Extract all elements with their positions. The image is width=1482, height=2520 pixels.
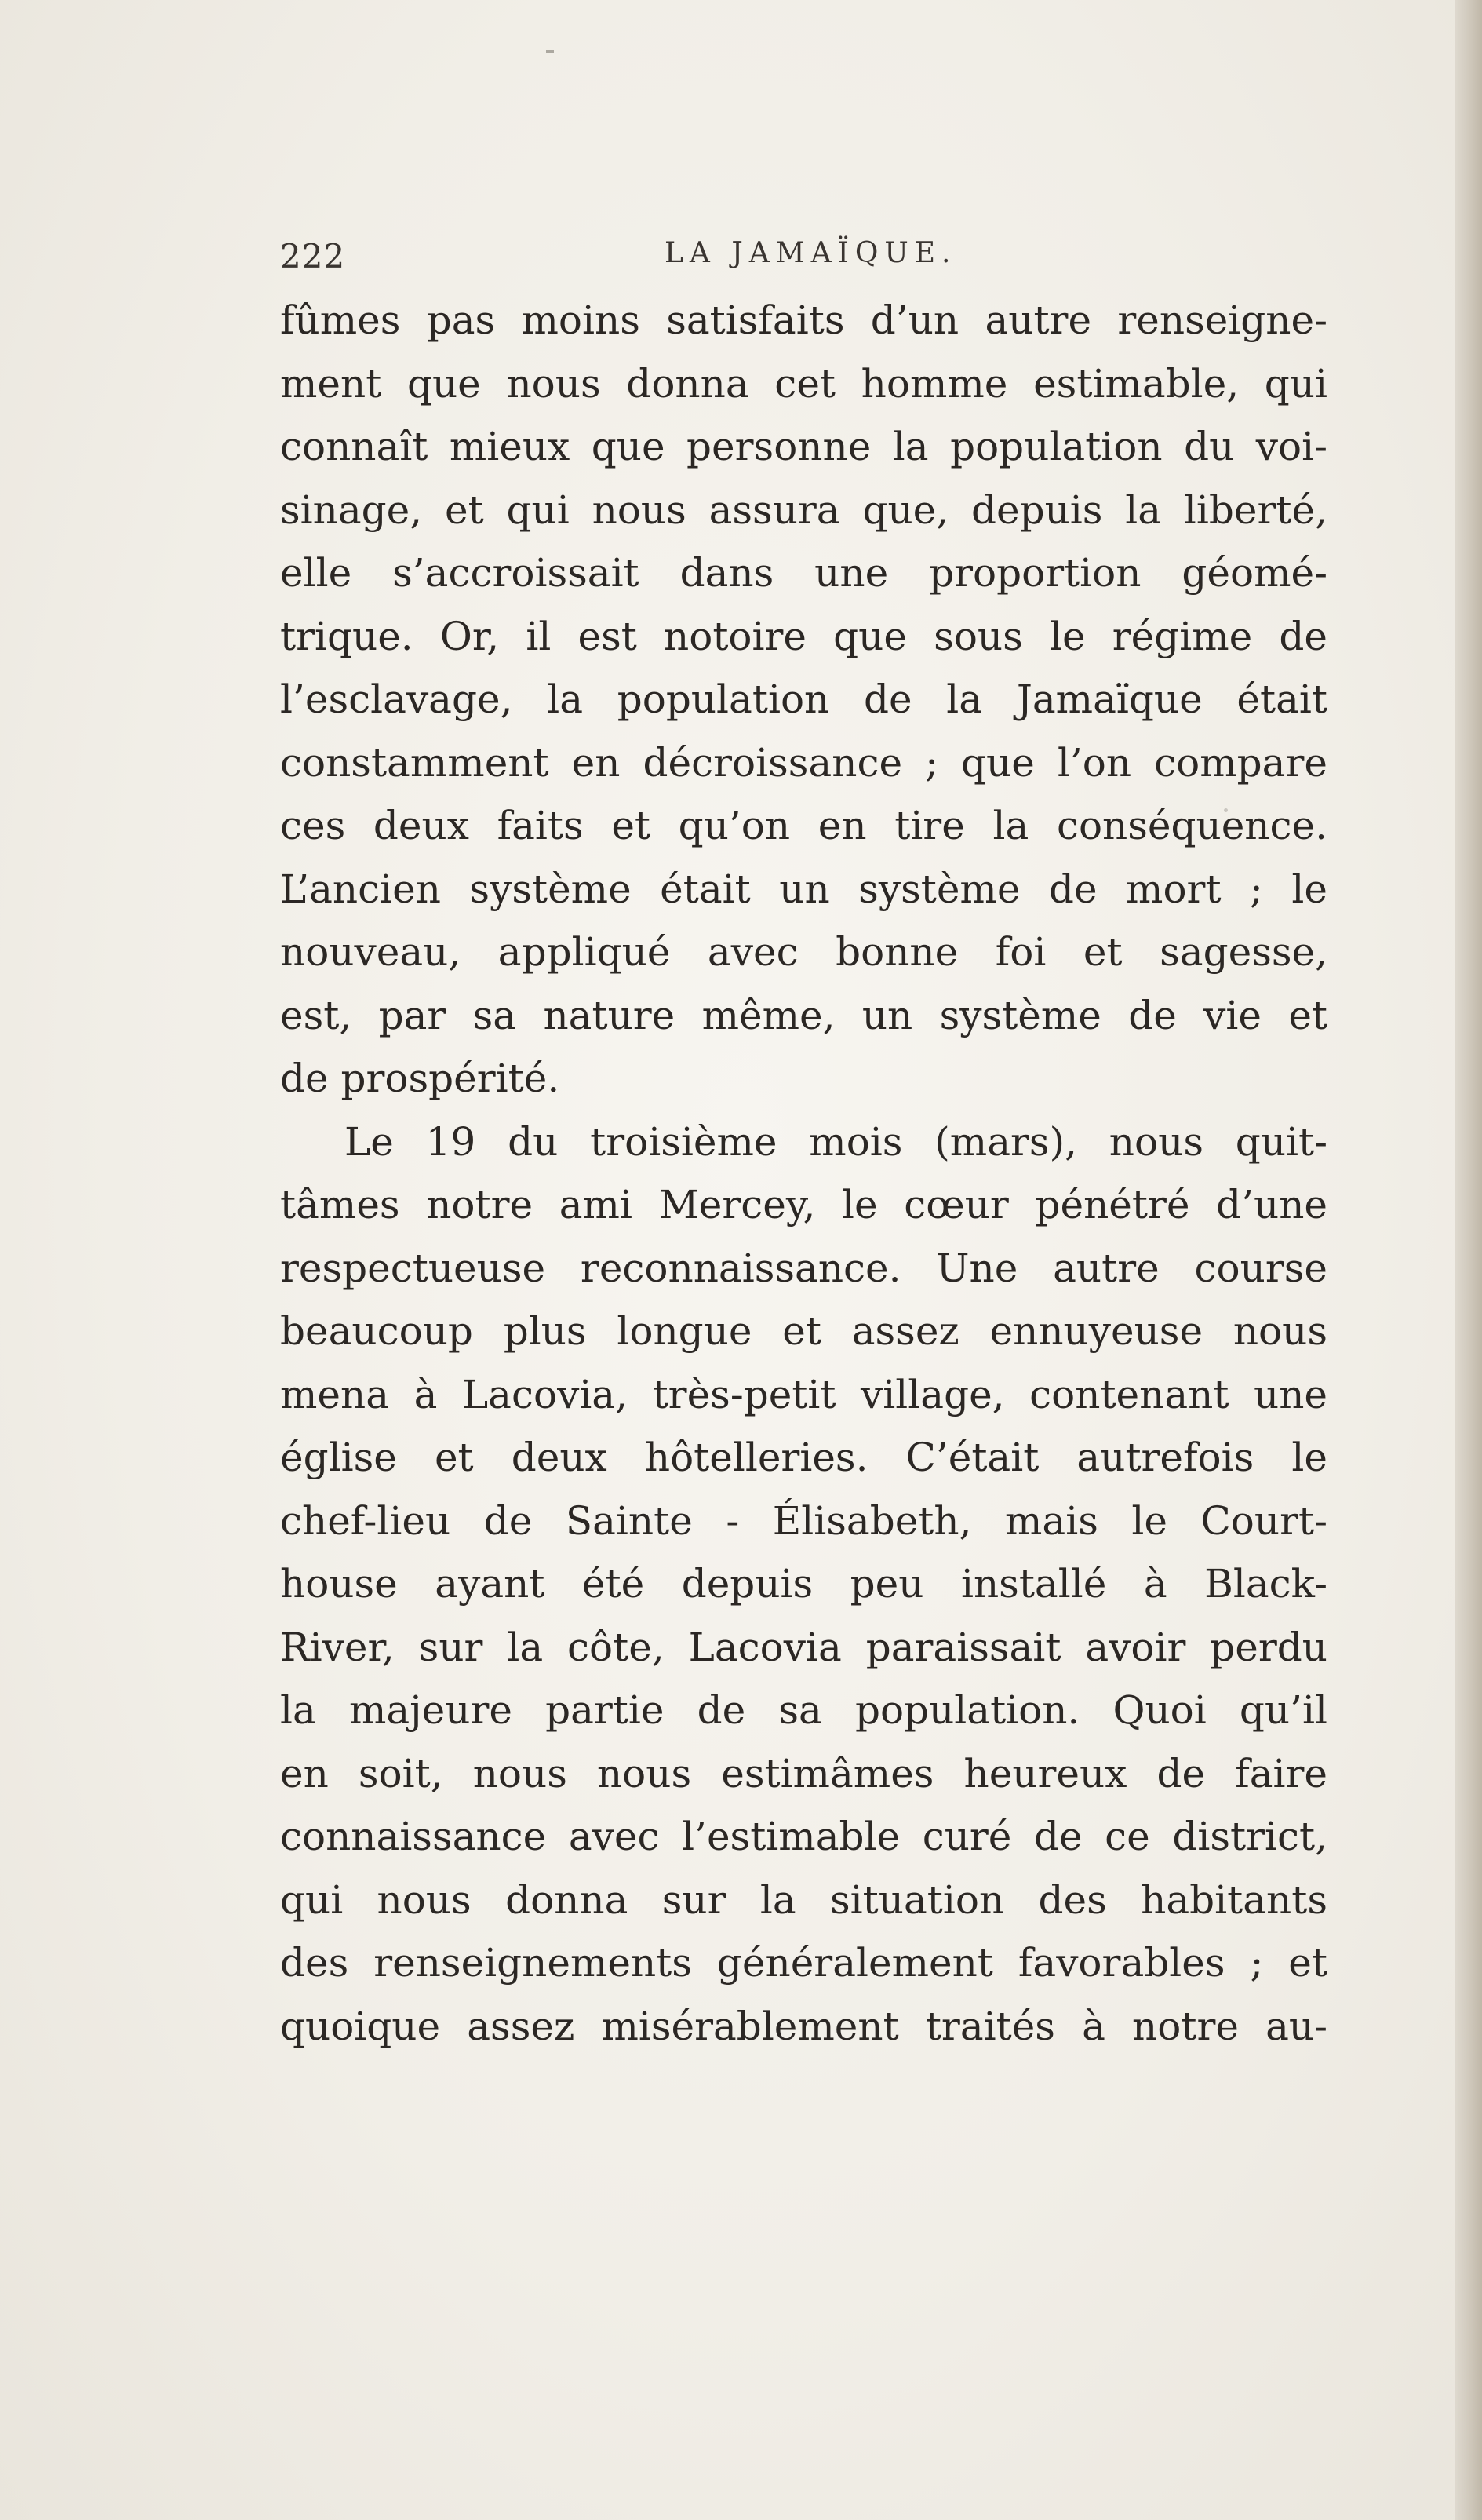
body-text xyxy=(280,289,1327,2058)
text-line: house ayant été depuis peu installé à Black- xyxy=(280,1561,1327,1606)
text-line: mena à Lacovia, très-petit village, contenant une xyxy=(280,1371,1327,1417)
text-block xyxy=(280,229,1327,2058)
text-line: elle s’accroissait dans une proportion géomé- xyxy=(280,550,1327,596)
page-number: 222 xyxy=(280,237,346,275)
text-line: River, sur la côte, Lacovia paraissait avoir perdu xyxy=(280,1624,1327,1670)
text-line: en soit, nous nous estimâmes heureux de faire xyxy=(280,1750,1327,1796)
running-title: LA JAMAÏQUE. xyxy=(665,237,957,269)
page-edge-shadow xyxy=(1455,0,1482,2520)
text-line: est, par sa nature même, un système de vie et xyxy=(280,992,1327,1038)
text-line: fûmes pas moins satisfaits d’un autre renseigne- xyxy=(280,297,1327,343)
text-line: qui nous donna sur la situation des habitants xyxy=(280,1876,1327,1923)
print-mark xyxy=(546,50,554,53)
text-line: des renseignements généralement favorables ; et xyxy=(280,1940,1327,1986)
text-line: trique. Or, il est notoire que sous le régime de xyxy=(280,613,1327,659)
paragraph-end-line: de prospérité. xyxy=(280,1056,560,1101)
text-line: quoique assez misérablement traités à notre au- xyxy=(280,2003,1327,2049)
text-line: connaissance avec l’estimable curé de ce district, xyxy=(280,1814,1327,1859)
running-head xyxy=(280,229,1327,278)
text-line: tâmes notre ami Mercey, le cœur pénétré d’une xyxy=(280,1182,1327,1227)
text-line: L’ancien système était un système de mort ; le xyxy=(280,866,1327,912)
text-line: beaucoup plus longue et assez ennuyeuse nous xyxy=(280,1308,1327,1354)
text-line: connaît mieux que personne la population du voi- xyxy=(280,424,1327,469)
text-line: ces deux faits et qu’on en tire la conséquence. xyxy=(280,803,1327,848)
paragraph-start-line: Le 19 du troisième mois (mars), nous quit- xyxy=(344,1118,1327,1165)
text-line: ment que nous donna cet homme estimable, qui xyxy=(280,360,1327,407)
text-line: respectueuse reconnaissance. Une autre course xyxy=(280,1245,1327,1291)
text-line: constamment en décroissance ; que l’on compare xyxy=(280,739,1327,786)
text-line: chef-lieu de Sainte - Élisabeth, mais le Court- xyxy=(280,1497,1327,1544)
text-line: l’esclavage, la population de la Jamaïque était xyxy=(280,676,1327,722)
text-line: la majeure partie de sa population. Quoi qu’il xyxy=(280,1687,1327,1733)
text-line: église et deux hôtelleries. C’était autrefois le xyxy=(280,1435,1327,1480)
text-line: nouveau, appliqué avec bonne foi et sagesse, xyxy=(280,929,1327,975)
text-line: sinage, et qui nous assura que, depuis la liberté, xyxy=(280,487,1327,533)
